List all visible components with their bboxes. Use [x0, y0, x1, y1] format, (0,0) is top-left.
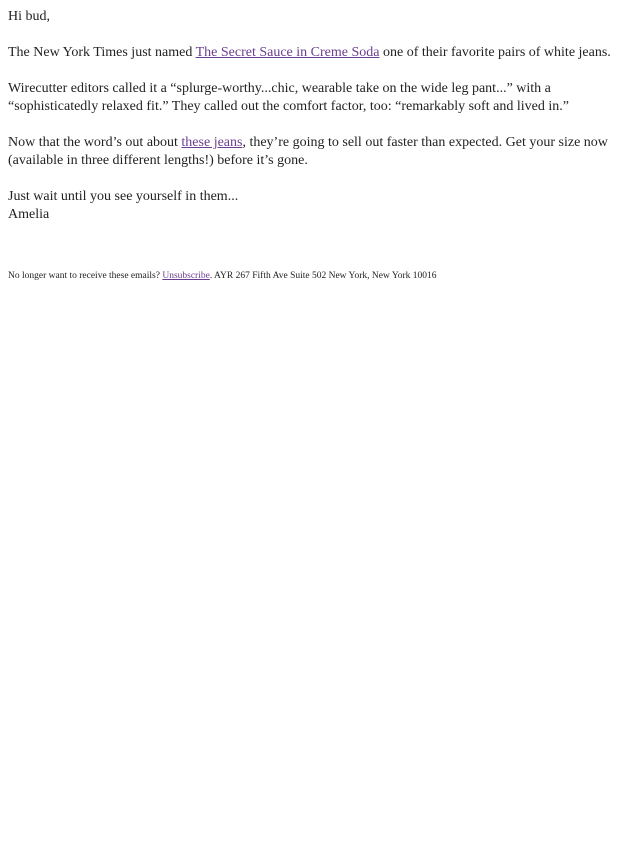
paragraph-text: , they’re going to sell out faster than expected. Get your size now (available in three different lengths!) before it’s gone.	[8, 135, 608, 168]
product-link-secret-sauce[interactable]: The Secret Sauce in Creme Soda	[195, 45, 380, 60]
paragraph-text: one of their favorite pairs of white jeans.	[379, 45, 611, 60]
email-body	[0, 0, 631, 282]
paragraph-wirecutter-quote: Wirecutter editors called it a “splurge-worthy...chic, wearable take on the wide leg pant...” with a “sophisticatedly relaxed fit.” They called out the comfort factor, too: “remarkably soft and lived in.”	[8, 81, 569, 114]
paragraph-sell-out	[8, 134, 623, 170]
paragraph-text: Now that the word’s out about	[8, 135, 182, 150]
product-link-these-jeans[interactable]: these jeans	[181, 135, 243, 150]
closing-line: Just wait until you see yourself in them...	[8, 189, 239, 204]
signature: Amelia	[8, 207, 50, 222]
paragraph-nyt-mention	[8, 44, 623, 62]
email-footer	[8, 270, 623, 282]
unsubscribe-prompt: No longer want to receive these emails?	[8, 271, 163, 281]
company-address: . AYR 267 Fifth Ave Suite 502 New York, New York 10016	[209, 271, 437, 281]
paragraph-text: The New York Times just named	[8, 45, 196, 60]
unsubscribe-link[interactable]: Unsubscribe	[162, 271, 210, 281]
greeting: Hi bud,	[8, 9, 50, 24]
